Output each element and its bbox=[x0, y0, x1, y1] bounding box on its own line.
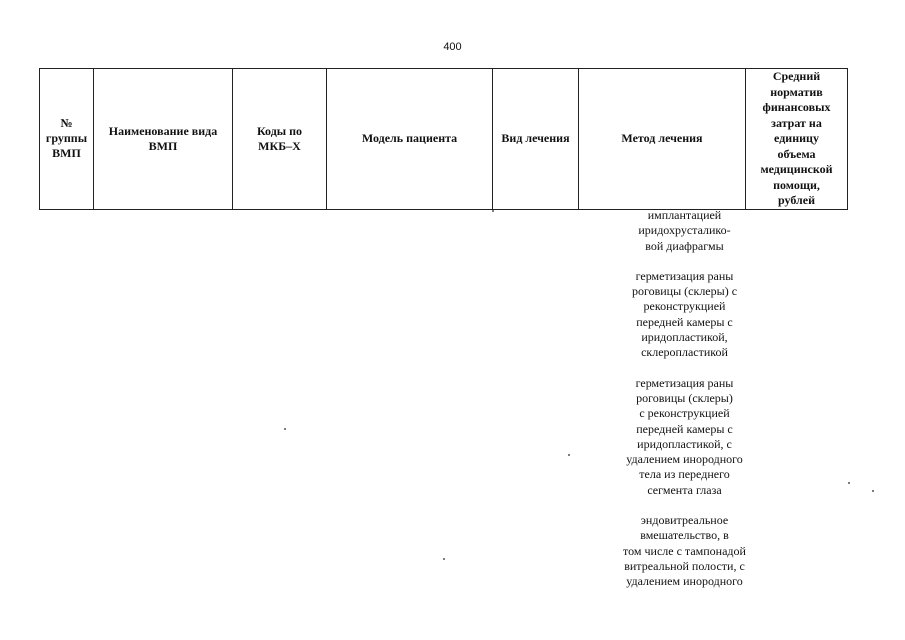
method-item: герметизация раны роговицы (склеры) с реконструкцией передней камеры с иридопластикой, склеропластикой bbox=[631, 268, 738, 360]
column-header-vmp-type-name: Наименование вида ВМП bbox=[94, 69, 233, 210]
page-number: 400 bbox=[443, 41, 462, 53]
method-item: герметизация раны роговицы (склеры) с реконструкцией передней камеры с иридопластикой, с удалением инородного тела из переднего сегмента глаза bbox=[626, 375, 743, 497]
scan-speck bbox=[492, 210, 494, 212]
column-header-treatment-type: Вид лечения bbox=[493, 69, 579, 210]
treatment-method-cell bbox=[612, 208, 757, 605]
table-header bbox=[39, 68, 848, 210]
column-header-icd10-codes: Коды по МКБ–Х bbox=[233, 69, 327, 210]
scan-speck bbox=[872, 490, 874, 492]
column-header-group-number: № группы ВМП bbox=[40, 69, 94, 210]
scan-speck bbox=[443, 558, 445, 560]
method-item: имплантацией иридохрусталико- вой диафрагмы bbox=[638, 208, 731, 253]
column-header-treatment-method: Метод лечения bbox=[579, 69, 746, 210]
column-header-average-cost-standard: Средний норматив финансовых затрат на единицу объема медицинской помощи, рублей bbox=[746, 69, 848, 210]
method-item: эндовитреальное вмешательство, в том числе с тампонадой витреальной полости, с удалением инородного bbox=[623, 513, 746, 589]
scan-speck bbox=[284, 428, 286, 430]
column-header-patient-model: Модель пациента bbox=[327, 69, 493, 210]
scan-speck bbox=[568, 454, 570, 456]
scan-speck bbox=[848, 482, 850, 484]
